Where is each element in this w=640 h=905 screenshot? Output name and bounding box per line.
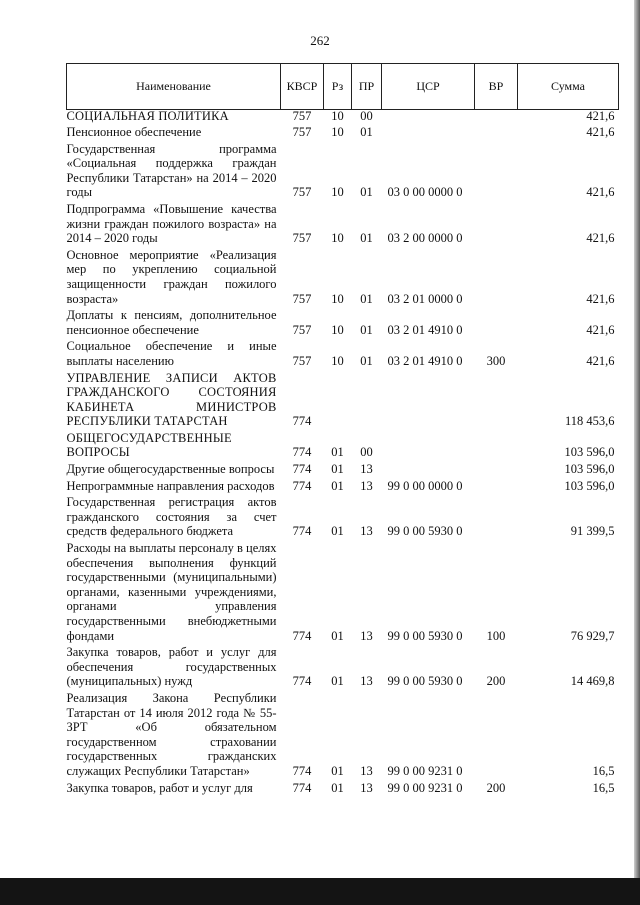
row-vr xyxy=(475,123,518,140)
row-sum: 421,6 xyxy=(586,353,615,368)
row-rz: 01 xyxy=(331,478,344,493)
row-kvsr: 774 xyxy=(292,414,312,429)
row-name: УПРАВЛЕНИЕ ЗАПИСИ АКТОВ ГРАЖДАНСКОГО СОСТОЯНИЯ КАБИНЕТА МИНИСТРОВ РЕСПУБЛИКИ ТАТАРСТАН xyxy=(66,370,277,429)
table-row xyxy=(67,200,619,246)
row-rz: 01 xyxy=(331,674,344,689)
row-sum: 76 929,7 xyxy=(570,628,615,643)
table-header-row xyxy=(67,64,619,110)
table-row xyxy=(67,306,619,337)
table-row xyxy=(67,246,619,306)
row-sum: 421,6 xyxy=(586,291,615,306)
row-name: Подпрограмма «Повышение качества жизни граждан пожилого возраста» на 2014 – 2020 годы xyxy=(66,201,277,246)
table-row xyxy=(67,779,619,796)
scan-edge-shadow xyxy=(634,0,640,905)
row-name: Пенсионное обеспечение xyxy=(66,125,202,139)
table-row xyxy=(67,460,619,477)
header-vr: ВР xyxy=(475,64,518,110)
row-name: Основное мероприятие «Реализация мер по укреплению социальной защищенности граждан пожилого возраста» xyxy=(66,247,277,306)
row-csr: 03 2 01 0000 0 xyxy=(387,291,463,306)
header-sum: Сумма xyxy=(518,64,619,110)
row-rz: 01 xyxy=(331,780,344,795)
row-pr: 13 xyxy=(360,763,373,778)
row-sum: 421,6 xyxy=(586,185,615,200)
row-csr xyxy=(382,460,475,477)
row-vr xyxy=(475,200,518,246)
row-sum: 421,6 xyxy=(586,322,615,337)
row-name: Закупка товаров, работ и услуг для xyxy=(66,780,253,795)
row-pr: 13 xyxy=(360,628,373,643)
row-csr xyxy=(382,429,475,460)
page-number: 262 xyxy=(310,33,330,48)
row-pr: 01 xyxy=(360,322,373,337)
row-kvsr: 757 xyxy=(292,353,312,368)
row-pr: 13 xyxy=(360,780,373,795)
row-csr: 99 0 00 5930 0 xyxy=(387,674,463,689)
row-vr: 100 xyxy=(486,628,506,643)
row-name: Социальное обеспечение и иные выплаты населению xyxy=(66,339,277,368)
row-sum: 16,5 xyxy=(592,780,615,795)
table-row xyxy=(67,539,619,643)
row-name: Реализация Закона Республики Татарстан от 14 июля 2012 года № 55-ЗРТ «Об обязательном государственном страховании государственных гражданских служащих Республики Татарстан» xyxy=(66,690,277,778)
row-kvsr: 774 xyxy=(292,445,312,460)
row-rz: 10 xyxy=(331,322,344,337)
row-sum: 14 469,8 xyxy=(570,674,615,689)
row-rz: 10 xyxy=(331,125,344,139)
row-name: Государственная программа «Социальная поддержка граждан Республики Татарстан» на 2014 – 2020 годы xyxy=(66,141,277,200)
table-row xyxy=(67,123,619,140)
row-csr xyxy=(382,110,475,124)
row-kvsr: 757 xyxy=(292,231,312,246)
row-kvsr: 774 xyxy=(292,462,312,477)
row-sum: 118 453,6 xyxy=(564,414,615,429)
row-vr: 200 xyxy=(486,780,506,795)
table-row xyxy=(67,369,619,429)
row-name: Расходы на выплаты персоналу в целях обеспечения выполнения функций государственными (муниципальными) органами, казенными учреждениями, органами управления государственными внебюджетными фондами xyxy=(66,541,277,643)
row-vr xyxy=(475,306,518,337)
row-csr: 03 2 00 0000 0 xyxy=(387,231,463,246)
header-pr: ПР xyxy=(352,64,382,110)
budget-table xyxy=(66,63,619,795)
row-vr xyxy=(475,140,518,200)
row-pr: 13 xyxy=(360,462,373,477)
table-row xyxy=(67,493,619,539)
row-kvsr: 757 xyxy=(292,125,312,139)
row-sum: 103 596,0 xyxy=(564,445,615,460)
row-csr: 99 0 00 5930 0 xyxy=(387,524,463,539)
table-row xyxy=(67,140,619,200)
row-rz: 10 xyxy=(331,291,344,306)
row-rz xyxy=(324,369,352,429)
row-kvsr: 774 xyxy=(292,628,312,643)
row-sum: 421,6 xyxy=(586,125,615,139)
row-pr: 13 xyxy=(360,524,373,539)
scan-bottom-border xyxy=(0,878,640,905)
row-pr: 13 xyxy=(360,674,373,689)
row-vr xyxy=(475,493,518,539)
row-pr: 00 xyxy=(360,445,373,460)
row-csr xyxy=(382,369,475,429)
row-name: Государственная регистрация актов гражданского состояния за счет средств федерального бюджета xyxy=(66,495,277,539)
row-kvsr: 774 xyxy=(292,780,312,795)
row-rz: 01 xyxy=(331,445,344,460)
row-vr xyxy=(475,429,518,460)
row-sum: 16,5 xyxy=(592,763,615,778)
row-csr: 03 0 00 0000 0 xyxy=(387,185,463,200)
row-kvsr: 774 xyxy=(292,524,312,539)
row-sum: 421,6 xyxy=(586,109,615,123)
row-csr: 99 0 00 9231 0 xyxy=(387,763,463,778)
row-sum: 103 596,0 xyxy=(564,462,615,477)
row-pr: 01 xyxy=(360,185,373,200)
row-csr: 99 0 00 0000 0 xyxy=(387,478,463,493)
row-name: Закупка товаров, работ и услуг для обеспечения государственных (муниципальных) нужд xyxy=(66,645,277,689)
row-pr: 01 xyxy=(360,291,373,306)
header-name: Наименование xyxy=(67,64,281,110)
row-rz: 01 xyxy=(331,524,344,539)
row-vr xyxy=(475,246,518,306)
row-vr xyxy=(475,689,518,779)
row-rz: 10 xyxy=(331,185,344,200)
row-sum: 91 399,5 xyxy=(570,524,615,539)
row-name: Другие общегосударственные вопросы xyxy=(66,462,275,477)
row-vr: 200 xyxy=(486,674,506,689)
table-row xyxy=(67,337,619,368)
row-kvsr: 757 xyxy=(292,185,312,200)
row-kvsr: 774 xyxy=(292,763,312,778)
table-row xyxy=(67,110,619,124)
row-pr: 00 xyxy=(360,109,373,123)
row-vr: 300 xyxy=(486,353,506,368)
row-rz: 10 xyxy=(331,231,344,246)
table-row xyxy=(67,429,619,460)
row-kvsr: 757 xyxy=(292,109,312,123)
row-rz: 10 xyxy=(331,353,344,368)
row-rz: 01 xyxy=(331,763,344,778)
row-csr: 99 0 00 5930 0 xyxy=(387,628,463,643)
row-csr: 03 2 01 4910 0 xyxy=(387,353,463,368)
row-pr: 01 xyxy=(360,353,373,368)
row-rz: 01 xyxy=(331,462,344,477)
row-vr xyxy=(475,110,518,124)
header-kvsr: КВСР xyxy=(281,64,324,110)
row-pr: 01 xyxy=(360,125,373,139)
row-pr xyxy=(352,369,382,429)
row-pr: 13 xyxy=(360,478,373,493)
row-name: Непрограммные направления расходов xyxy=(66,478,275,493)
table-row xyxy=(67,689,619,779)
row-vr xyxy=(475,460,518,477)
row-kvsr: 757 xyxy=(292,322,312,337)
row-kvsr: 774 xyxy=(292,478,312,493)
header-csr: ЦСР xyxy=(382,64,475,110)
row-sum: 103 596,0 xyxy=(564,478,615,493)
row-kvsr: 774 xyxy=(292,674,312,689)
header-rz: Рз xyxy=(324,64,352,110)
row-sum: 421,6 xyxy=(586,231,615,246)
row-pr: 01 xyxy=(360,231,373,246)
row-name: ОБЩЕГОСУДАРСТВЕННЫЕ ВОПРОСЫ xyxy=(66,430,232,460)
row-vr xyxy=(475,369,518,429)
row-kvsr: 757 xyxy=(292,291,312,306)
row-rz: 01 xyxy=(331,628,344,643)
table-row xyxy=(67,643,619,689)
row-csr xyxy=(382,123,475,140)
row-rz: 10 xyxy=(331,109,344,123)
row-name: СОЦИАЛЬНАЯ ПОЛИТИКА xyxy=(66,109,229,123)
row-name: Доплаты к пенсиям, дополнительное пенсионное обеспечение xyxy=(66,308,277,337)
row-csr: 99 0 00 9231 0 xyxy=(387,780,463,795)
row-csr: 03 2 01 4910 0 xyxy=(387,322,463,337)
row-vr xyxy=(475,477,518,494)
table-row xyxy=(67,477,619,494)
